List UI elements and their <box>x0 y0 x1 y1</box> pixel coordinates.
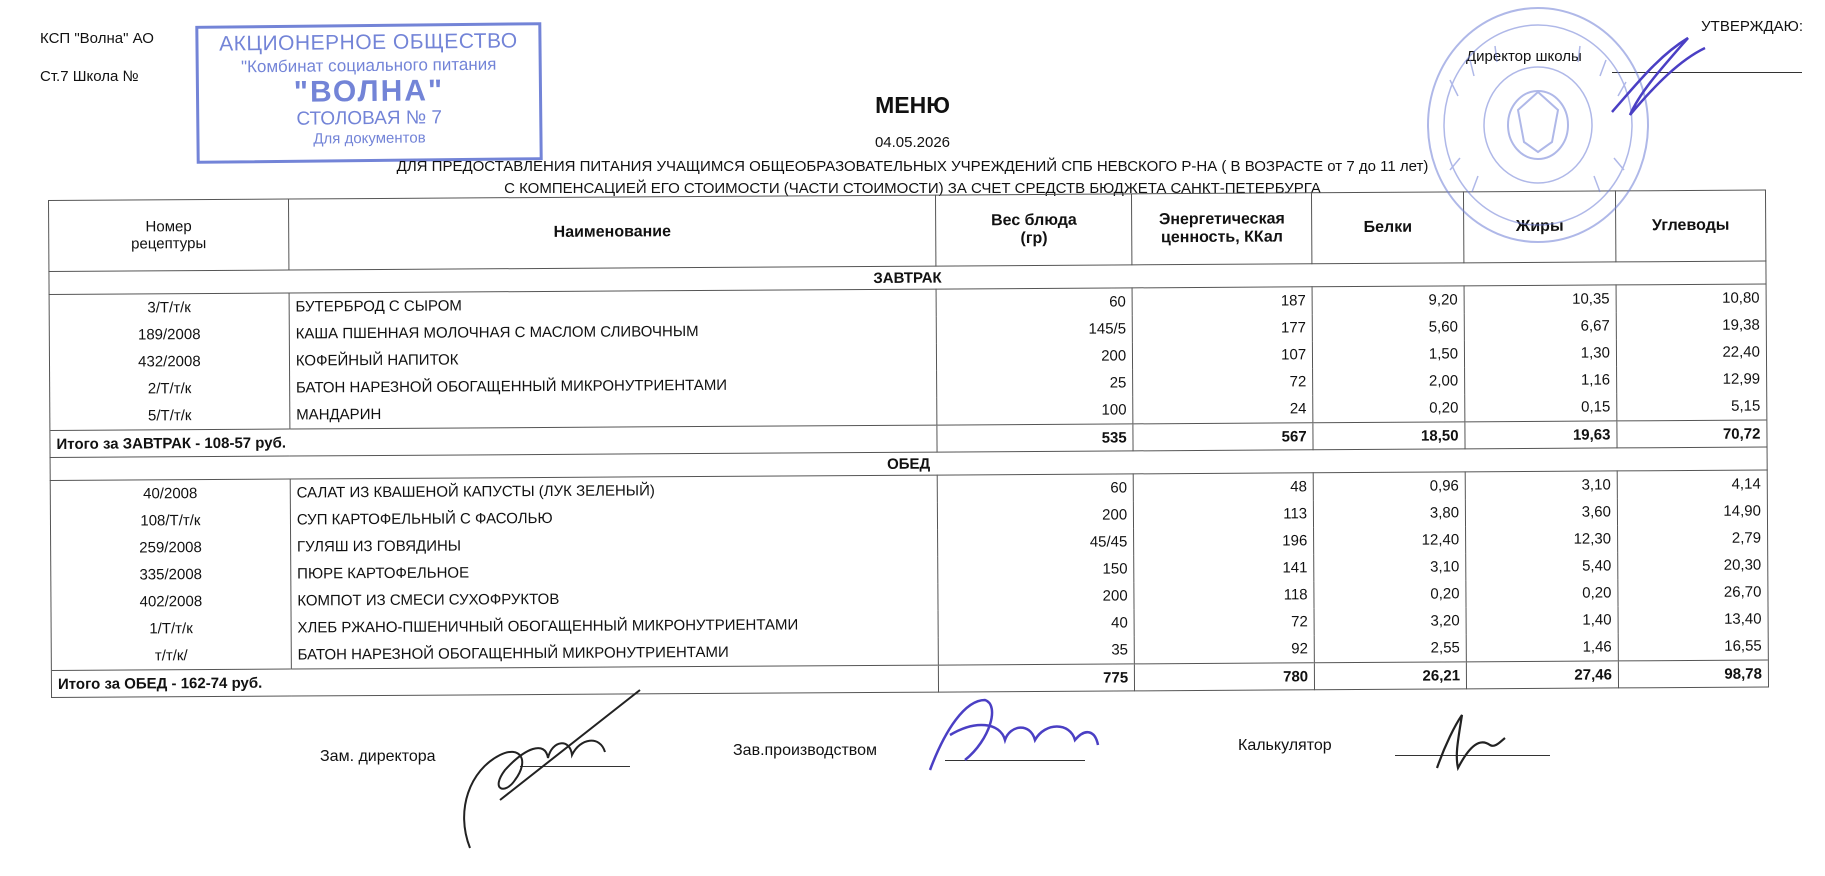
dish-energy: 48 <box>1133 473 1313 502</box>
dish-carbs: 12,99 <box>1617 366 1767 394</box>
dish-weight: 25 <box>937 369 1133 397</box>
dish-energy: 24 <box>1133 395 1313 424</box>
recipe-code: 108/Т/т/к <box>50 507 290 535</box>
dish-protein: 9,20 <box>1312 286 1464 314</box>
total-weight: 775 <box>939 664 1135 692</box>
dish-protein: 0,20 <box>1313 394 1465 422</box>
dish-weight: 60 <box>938 474 1134 503</box>
total-protein: 26,21 <box>1315 662 1467 690</box>
dish-carbs: 20,30 <box>1618 552 1768 580</box>
total-energy: 567 <box>1133 423 1313 451</box>
column-header-weight-line2: (гр) <box>1020 229 1048 248</box>
column-header-protein: Белки <box>1312 192 1464 264</box>
dish-energy: 113 <box>1134 500 1314 528</box>
dish-name: ПЮРЕ КАРТОФЕЛЬНОЕ <box>291 557 939 588</box>
page-title: МЕНЮ <box>875 92 950 118</box>
dish-energy: 92 <box>1134 635 1314 664</box>
dish-protein: 3,10 <box>1314 553 1466 581</box>
section-title-breakfast: ЗАВТРАК <box>49 261 1766 294</box>
dish-fat: 0,20 <box>1466 579 1618 607</box>
dish-protein: 0,96 <box>1313 472 1465 500</box>
dish-name: БАТОН НАРЕЗНОЙ ОБОГАЩЕННЫЙ МИКРОНУТРИЕНТАМИ <box>291 638 939 669</box>
dish-weight: 40 <box>938 609 1134 637</box>
director-label: Директор школы <box>1466 48 1582 65</box>
stamp-line: СТОЛОВАЯ № 7 <box>296 107 443 130</box>
deputy-signature-icon <box>464 690 640 848</box>
dish-fat: 1,16 <box>1465 366 1617 394</box>
dish-energy: 72 <box>1134 608 1314 636</box>
dish-name: СУП КАРТОФЕЛЬНЫЙ С ФАСОЛЬЮ <box>290 503 938 534</box>
recipe-code: 259/2008 <box>51 534 291 562</box>
dish-carbs: 2,79 <box>1618 525 1768 553</box>
dish-weight: 200 <box>938 582 1134 610</box>
dish-name: БАТОН НАРЕЗНОЙ ОБОГАЩЕННЫЙ МИКРОНУТРИЕНТАМИ <box>289 371 937 402</box>
dish-carbs: 13,40 <box>1618 606 1768 634</box>
dish-carbs: 16,55 <box>1618 633 1768 661</box>
column-header-name: Наименование <box>288 195 936 270</box>
stamp-line: Для документов <box>313 129 426 148</box>
dish-weight: 145/5 <box>937 315 1133 343</box>
dish-energy: 177 <box>1132 314 1312 342</box>
dish-protein: 5,60 <box>1312 313 1464 341</box>
dish-fat: 0,15 <box>1465 393 1617 421</box>
dish-fat: 6,67 <box>1464 312 1616 340</box>
round-seal-icon <box>1428 8 1648 242</box>
column-header-energy-line1: Энергетическая <box>1158 210 1285 229</box>
recipe-code: 2/Т/т/к <box>50 375 290 403</box>
dish-energy: 107 <box>1133 341 1313 369</box>
dish-carbs: 22,40 <box>1616 339 1766 367</box>
school-label: Ст.7 Школа № <box>40 68 139 85</box>
dish-fat: 1,46 <box>1466 633 1618 661</box>
production-signature-icon <box>930 700 1098 770</box>
dish-weight: 60 <box>936 288 1132 317</box>
dish-weight: 150 <box>938 555 1134 583</box>
total-label: Итого за ОБЕД - 162-74 руб. <box>51 665 939 697</box>
total-fat: 19,63 <box>1465 421 1617 449</box>
dish-name: ГУЛЯШ ИЗ ГОВЯДИНЫ <box>290 530 938 561</box>
total-weight: 535 <box>937 424 1133 452</box>
total-carbs: 98,78 <box>1618 660 1768 688</box>
dish-protein: 2,00 <box>1313 367 1465 395</box>
column-header-fat: Жиры <box>1464 191 1616 263</box>
dish-weight: 45/45 <box>938 528 1134 556</box>
dish-name: КОМПОТ ИЗ СМЕСИ СУХОФРУКТОВ <box>291 584 939 615</box>
recipe-code: 1/Т/т/к <box>51 615 291 643</box>
recipe-code: 432/2008 <box>49 348 289 376</box>
approve-label: УТВЕРЖДАЮ: <box>1701 18 1803 35</box>
recipe-code: 40/2008 <box>50 479 290 508</box>
dish-protein: 3,80 <box>1314 499 1466 527</box>
recipe-code: 402/2008 <box>51 588 291 616</box>
recipe-code: 189/2008 <box>49 321 289 349</box>
subtitle-line-1: ДЛЯ ПРЕДОСТАВЛЕНИЯ ПИТАНИЯ УЧАЩИМСЯ ОБЩЕОБРАЗОВАТЕЛЬНЫХ УЧРЕЖДЕНИЙ СПБ НЕВСКОГО Р-НА ( В ВОЗРАСТЕ от 7 до 11 лет) <box>396 158 1429 175</box>
dish-energy: 196 <box>1134 527 1314 555</box>
deputy-director-label: Зам. директора <box>320 748 436 765</box>
dish-energy: 141 <box>1134 554 1314 582</box>
dish-carbs: 14,90 <box>1617 498 1767 526</box>
dish-carbs: 26,70 <box>1618 579 1768 607</box>
production-head-label: Зав.производством <box>733 742 877 759</box>
calculator-signature-icon <box>1437 715 1505 768</box>
dish-protein: 3,20 <box>1314 607 1466 635</box>
dish-energy: 72 <box>1133 368 1313 396</box>
column-header-carbs: Углеводы <box>1615 190 1765 262</box>
total-protein: 18,50 <box>1313 422 1465 450</box>
recipe-code: т/т/к/ <box>51 642 291 671</box>
column-header-code-line1: Номер <box>145 218 192 236</box>
total-energy: 780 <box>1135 663 1315 691</box>
calculator-label: Калькулятор <box>1238 737 1332 754</box>
dish-carbs: 5,15 <box>1617 393 1767 421</box>
dish-name: БУТЕРБРОД С СЫРОМ <box>289 289 937 320</box>
dish-fat: 1,40 <box>1466 606 1618 634</box>
menu-date: 04.05.2026 <box>874 134 951 151</box>
org-name: КСП "Волна" АО <box>40 30 154 47</box>
recipe-code: 335/2008 <box>51 561 291 589</box>
stamp-line: "ВОЛНА" <box>293 74 445 109</box>
dish-carbs: 19,38 <box>1616 312 1766 340</box>
director-signature-icon <box>1612 38 1705 115</box>
dish-protein: 2,55 <box>1314 634 1466 662</box>
dish-weight: 100 <box>937 396 1133 425</box>
column-header-code-line2: рецептуры <box>131 235 207 253</box>
dish-name: ХЛЕБ РЖАНО-ПШЕНИЧНЫЙ ОБОГАЩЕННЫЙ МИКРОНУТРИЕНТАМИ <box>291 611 939 642</box>
stamp-line: АКЦИОНЕРНОЕ ОБЩЕСТВО <box>219 29 518 56</box>
column-header-weight-line1: Вес блюда <box>991 211 1077 230</box>
recipe-code: 5/Т/т/к <box>50 402 290 431</box>
dish-fat: 3,10 <box>1465 471 1617 499</box>
dish-name: КАША ПШЕННАЯ МОЛОЧНАЯ С МАСЛОМ СЛИВОЧНЫМ <box>289 317 937 348</box>
dish-fat: 3,60 <box>1465 498 1617 526</box>
dish-protein: 12,40 <box>1314 526 1466 554</box>
stamp-line: "Комбинат социального питания <box>240 54 497 77</box>
column-header-energy-line2: ценность, ККал <box>1160 228 1283 247</box>
dish-carbs: 4,14 <box>1617 470 1767 498</box>
recipe-code: 3/Т/т/к <box>49 293 289 322</box>
dish-fat: 5,40 <box>1466 552 1618 580</box>
dish-carbs: 10,80 <box>1616 284 1766 312</box>
dish-protein: 1,50 <box>1313 340 1465 368</box>
dish-weight: 200 <box>938 501 1134 529</box>
dish-protein: 0,20 <box>1314 580 1466 608</box>
dish-name: КОФЕЙНЫЙ НАПИТОК <box>289 344 937 375</box>
total-label: Итого за ЗАВТРАК - 108-57 руб. <box>50 425 938 457</box>
dish-fat: 12,30 <box>1466 525 1618 553</box>
dish-energy: 118 <box>1134 581 1314 609</box>
dish-fat: 10,35 <box>1464 285 1616 313</box>
dish-name: МАНДАРИН <box>290 398 938 429</box>
total-carbs: 70,72 <box>1617 420 1767 448</box>
section-title-lunch: ОБЕД <box>50 447 1767 480</box>
total-fat: 27,46 <box>1466 661 1618 689</box>
subtitle-line-2: С КОМПЕНСАЦИЕЙ ЕГО СТОИМОСТИ (ЧАСТИ СТОИМОСТИ) ЗА СЧЕТ СРЕДСТВ БЮДЖЕТА САНКТ-ПЕТЕРБУРГА <box>504 180 1321 197</box>
dish-name: САЛАТ ИЗ КВАШЕНОЙ КАПУСТЫ (ЛУК ЗЕЛЕНЫЙ) <box>290 475 938 506</box>
dish-weight: 200 <box>937 342 1133 370</box>
dish-fat: 1,30 <box>1464 339 1616 367</box>
dish-energy: 187 <box>1132 287 1312 316</box>
dish-weight: 35 <box>939 636 1135 665</box>
